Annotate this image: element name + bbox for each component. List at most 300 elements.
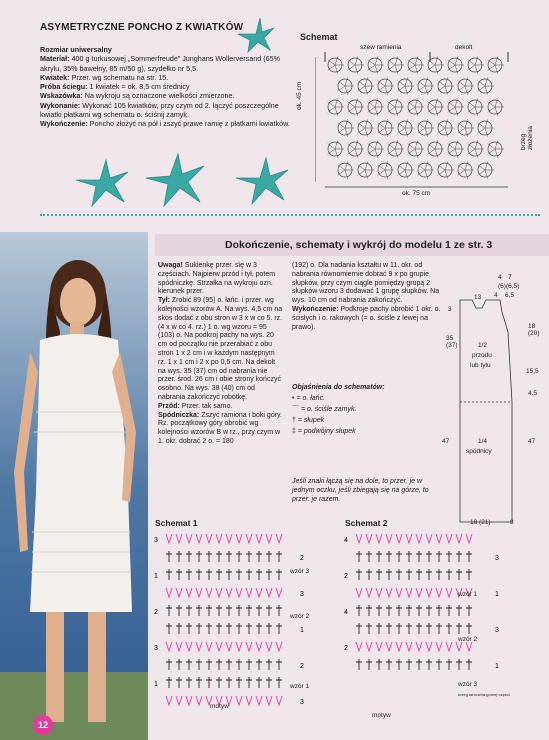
stitch-symbol bbox=[196, 677, 202, 688]
stitch-symbol bbox=[256, 569, 262, 580]
stitch-symbol bbox=[246, 569, 252, 580]
row-number: 1 bbox=[300, 627, 304, 634]
stitch-symbol bbox=[416, 623, 422, 634]
stitch-symbol bbox=[276, 642, 282, 651]
stitch-symbol bbox=[196, 623, 202, 634]
stitch-symbol bbox=[226, 623, 232, 634]
stitch-symbol bbox=[226, 642, 232, 651]
front-label-b: przodu bbox=[472, 352, 492, 359]
stitch-symbol bbox=[256, 588, 262, 597]
stitch-symbol bbox=[206, 588, 212, 597]
stitch-symbol bbox=[426, 605, 432, 616]
stitch-symbol bbox=[456, 534, 462, 543]
stitch-symbol bbox=[256, 659, 262, 670]
fold-label: brzeg złożenia bbox=[520, 126, 534, 150]
stitch-symbol bbox=[386, 623, 392, 634]
stitch-symbol bbox=[426, 642, 432, 651]
stitch-symbol bbox=[166, 659, 172, 670]
stitch-symbol bbox=[236, 642, 242, 651]
stitch-symbol bbox=[206, 605, 212, 616]
stitch-symbol bbox=[186, 534, 192, 543]
stitch-symbol bbox=[366, 588, 372, 597]
stitch-symbol bbox=[276, 677, 282, 688]
stitch-symbol bbox=[256, 696, 262, 705]
stitch-symbol bbox=[406, 534, 412, 543]
stitch-symbol bbox=[196, 696, 202, 705]
page-number: 12 bbox=[33, 715, 53, 735]
front-label-a: 1/2 bbox=[478, 342, 488, 349]
stitch-symbol bbox=[426, 659, 432, 670]
stitch-symbol bbox=[356, 588, 362, 597]
legend bbox=[292, 382, 442, 437]
stitch-symbol bbox=[436, 659, 442, 670]
stitch-symbol bbox=[366, 642, 372, 651]
row-number: 2 bbox=[300, 663, 304, 670]
stitch-symbol bbox=[456, 569, 462, 580]
stitch-symbol bbox=[246, 696, 252, 705]
stitch-symbol bbox=[276, 551, 282, 562]
stitch-symbol bbox=[236, 605, 242, 616]
stitch-symbol bbox=[186, 605, 192, 616]
stitch-symbol bbox=[276, 696, 282, 705]
stitch-symbol bbox=[436, 588, 442, 597]
row-number: 1 bbox=[495, 591, 499, 598]
stitch-symbol bbox=[236, 677, 242, 688]
stitch-symbol bbox=[456, 551, 462, 562]
section-divider bbox=[40, 214, 540, 216]
schemat-title: Schemat bbox=[300, 32, 338, 42]
stitch-symbol bbox=[176, 551, 182, 562]
stitch-symbol bbox=[206, 569, 212, 580]
stitch-symbol bbox=[446, 605, 452, 616]
poncho-title: ASYMETRYCZNE PONCHO Z KWIATKÓW bbox=[40, 22, 244, 33]
dim-top-a: 4 bbox=[498, 274, 502, 281]
stitch-symbol bbox=[236, 696, 242, 705]
note-text: Jeśli znaki łączą się na dole, to przer. je w jednym oczku, jeśli zbiegają się na górze, to przer. je razem. bbox=[292, 478, 429, 503]
stitch-symbol bbox=[186, 677, 192, 688]
sch1-motyw: motyw bbox=[210, 703, 229, 710]
row-number: 3 bbox=[495, 627, 499, 634]
stitch-symbol bbox=[226, 534, 232, 543]
stitch-symbol bbox=[406, 551, 412, 562]
stitch-symbol bbox=[426, 623, 432, 634]
stitch-symbol bbox=[416, 569, 422, 580]
section-title: Dokończenie, schematy i wykrój do modelu 1 ze str. 3 bbox=[225, 239, 493, 251]
schemat2-chart bbox=[340, 527, 515, 727]
row-number: 4 bbox=[344, 537, 348, 544]
stitch-symbol bbox=[196, 605, 202, 616]
sch1-wzor2: wzór 2 bbox=[290, 613, 310, 620]
flower-icon bbox=[236, 14, 276, 54]
stitch-symbol bbox=[366, 569, 372, 580]
legend-slip: ⌒ = o. ściśle zamyk. bbox=[292, 406, 357, 413]
stitch-symbol bbox=[176, 588, 182, 597]
stitch-symbol bbox=[446, 534, 452, 543]
stitch-symbol bbox=[396, 588, 402, 597]
stitch-symbol bbox=[426, 588, 432, 597]
stitch-symbol bbox=[376, 569, 382, 580]
stitch-symbol bbox=[396, 605, 402, 616]
stitch-symbol bbox=[176, 605, 182, 616]
stitch-symbol bbox=[406, 623, 412, 634]
stitch-symbol bbox=[276, 534, 282, 543]
dim-top-e: 6,5 bbox=[505, 292, 515, 299]
uwaga-label: Uwaga! bbox=[158, 262, 183, 269]
material-text: 400 g turkusowej „Sommerfreude” Junghans Wollerversand (65% akrylu, 35% bawełny, 85 m/50 g), szydełko nr 5,5. bbox=[40, 54, 280, 73]
tyl-text: Zrobić 89 (95) o. łańc. i przer. wg kolejności wzorów A. Na wys. 4,5 cm na skos dodać z obu stron w 3 x w co 5. rz. (4 x w co 4. rz.) 1 o. wg wzoru = 95 (103) o. Na podkroj pachy na wys. 20 cm od początku nie przerabiać z obu stron 1 x 2 cm i w każdym następnym rz. 1 x 1 cm i 2 x po 0,5 cm. Na dekolt na wys. 35 (37) cm od nabrania nie przer. środ. 26 cm i obie strony kończyć osobno. Na wys. 38 (40) cm od nabrania zakończyć robótkę. bbox=[158, 297, 283, 401]
dekolt-label: dekolt bbox=[455, 44, 473, 51]
stitch-symbol bbox=[396, 623, 402, 634]
stitch-symbol bbox=[246, 677, 252, 688]
schemat2-title: Schemat 2 bbox=[345, 518, 388, 528]
stitch-symbol bbox=[196, 551, 202, 562]
stitch-symbol bbox=[446, 569, 452, 580]
proba-label: Próba ściegu: bbox=[40, 82, 88, 92]
stitch-symbol bbox=[436, 642, 442, 651]
stitch-symbol bbox=[396, 659, 402, 670]
stitch-symbol bbox=[216, 605, 222, 616]
stitch-symbol bbox=[376, 588, 382, 597]
wykonczenie-label: Wykończenie: bbox=[40, 119, 88, 129]
stitch-symbol bbox=[396, 551, 402, 562]
dc-symbol-icon: † bbox=[292, 417, 296, 424]
schemat-frame bbox=[315, 52, 515, 192]
row-number: 2 bbox=[344, 645, 348, 652]
stitch-symbol bbox=[356, 659, 362, 670]
stitch-symbol bbox=[406, 605, 412, 616]
stitch-symbol bbox=[466, 623, 472, 634]
row-number: 1 bbox=[154, 681, 158, 688]
stitch-symbol bbox=[276, 623, 282, 634]
stitch-symbol bbox=[236, 659, 242, 670]
stitch-symbol bbox=[396, 642, 402, 651]
stitch-symbol bbox=[356, 551, 362, 562]
spod-label: Spódniczka: bbox=[158, 411, 200, 419]
schemat1-title: Schemat 1 bbox=[155, 518, 198, 528]
stitch-symbol bbox=[186, 696, 192, 705]
stitch-symbol bbox=[256, 677, 262, 688]
stitch-symbol bbox=[256, 551, 262, 562]
stitch-symbol bbox=[196, 534, 202, 543]
stitch-symbol bbox=[406, 569, 412, 580]
kwiatek-text: Przer. wg schematu na str. 15. bbox=[71, 72, 169, 82]
dim-47-left: 47 bbox=[442, 438, 450, 445]
stitch-symbol bbox=[356, 642, 362, 651]
stitch-symbol bbox=[176, 569, 182, 580]
stitch-symbol bbox=[386, 605, 392, 616]
stitch-symbol bbox=[206, 551, 212, 562]
stitch-symbol bbox=[216, 534, 222, 543]
stitch-symbol bbox=[226, 605, 232, 616]
stitch-symbol bbox=[266, 534, 272, 543]
stitch-symbol bbox=[446, 588, 452, 597]
stitch-symbol bbox=[396, 569, 402, 580]
przod-text: Przer. tak samo. bbox=[181, 402, 233, 410]
dim-bottom-b: 8 bbox=[510, 519, 514, 526]
stitch-symbol bbox=[216, 642, 222, 651]
sch1-wzor3: wzór 3 bbox=[290, 568, 310, 575]
stitch-symbol bbox=[356, 534, 362, 543]
dim-47-right: 47 bbox=[528, 438, 536, 445]
stitch-symbol bbox=[216, 551, 222, 562]
uwaga-text: Sukienkę przer. się w 3 częściach. Najpierw przód i tył, potem spódniczkę. Strzałka na wykroju ozn. kierunek przer. bbox=[158, 262, 276, 296]
stitch-symbol bbox=[206, 677, 212, 688]
spod-text: Zszyć ramiona i boki góry. Rz. początkowy góry obrobić wg kolejności wzorów B w rz., przy czym w 1. okr. dobrać 2 o. = 180 bbox=[158, 411, 282, 445]
stitch-symbol bbox=[466, 534, 472, 543]
row-number: 3 bbox=[154, 537, 158, 544]
tyl-label: Tył: bbox=[158, 297, 170, 305]
stitch-symbol bbox=[456, 642, 462, 651]
dim-3: 3 bbox=[448, 306, 452, 313]
stitch-symbol bbox=[366, 623, 372, 634]
stitch-symbol bbox=[166, 677, 172, 688]
stitch-symbol bbox=[166, 551, 172, 562]
stitch-symbol bbox=[226, 659, 232, 670]
stitch-symbol bbox=[356, 569, 362, 580]
stitch-symbol bbox=[176, 623, 182, 634]
stitch-symbol bbox=[186, 623, 192, 634]
size-label: Rozmiar uniwersalny bbox=[40, 45, 112, 54]
stitch-symbol bbox=[226, 588, 232, 597]
dress-instructions-col2 bbox=[292, 262, 442, 332]
stitch-symbol bbox=[166, 534, 172, 543]
stitch-symbol bbox=[226, 551, 232, 562]
skirt-label-a: 1/4 bbox=[478, 438, 488, 445]
stitch-symbol bbox=[386, 588, 392, 597]
stitch-symbol bbox=[166, 642, 172, 651]
stitch-symbol bbox=[436, 551, 442, 562]
wskazowka-label: Wskazówka: bbox=[40, 91, 83, 101]
stitch-symbol bbox=[366, 551, 372, 562]
stitch-symbol bbox=[256, 642, 262, 651]
stitch-symbol bbox=[206, 534, 212, 543]
stitch-symbol bbox=[406, 659, 412, 670]
stitch-symbol bbox=[236, 534, 242, 543]
dim-155: 15,5 bbox=[526, 368, 539, 375]
width-label: ok. 75 cm bbox=[402, 190, 431, 197]
stitch-symbol bbox=[166, 605, 172, 616]
stitch-symbol bbox=[446, 551, 452, 562]
poncho-body bbox=[40, 45, 290, 129]
row-number: 1 bbox=[154, 573, 158, 580]
wykonanie-text: Wykonać 105 kwiatków, przy czym od 2. łączyć poszczególne kwiatki płatkami wg schematu o. ściśnij zamyk. bbox=[40, 100, 279, 120]
wyk-label: Wykończenie: bbox=[292, 305, 339, 313]
stitch-symbol bbox=[366, 605, 372, 616]
stitch-symbol bbox=[266, 605, 272, 616]
model-photo bbox=[0, 232, 148, 740]
stitch-symbol bbox=[166, 588, 172, 597]
stitch-symbol bbox=[196, 642, 202, 651]
crochet-flowers-image bbox=[60, 150, 300, 210]
stitch-symbol bbox=[176, 677, 182, 688]
legend-chain: • = o. łańc. bbox=[292, 395, 326, 402]
stitch-symbol bbox=[166, 696, 172, 705]
stitch-symbol bbox=[406, 642, 412, 651]
stitch-symbol bbox=[376, 659, 382, 670]
stitch-symbol bbox=[266, 588, 272, 597]
stitch-symbol bbox=[206, 659, 212, 670]
dim-35: 35 (37) bbox=[446, 335, 458, 349]
height-label: ok. 45 cm bbox=[296, 81, 303, 110]
stitch-symbol bbox=[386, 534, 392, 543]
stitch-symbol bbox=[436, 605, 442, 616]
stitch-symbol bbox=[416, 588, 422, 597]
stitch-symbol bbox=[186, 588, 192, 597]
row-number: 2 bbox=[344, 573, 348, 580]
stitch-symbol bbox=[256, 534, 262, 543]
stitch-symbol bbox=[456, 605, 462, 616]
dim-top-c: (6)(6,5) bbox=[498, 283, 520, 290]
stitch-symbol bbox=[436, 569, 442, 580]
stitch-symbol bbox=[176, 659, 182, 670]
stitch-symbol bbox=[376, 605, 382, 616]
chain-symbol-icon: • bbox=[292, 395, 295, 402]
stitch-symbol bbox=[246, 623, 252, 634]
dim-18: 18 (20) bbox=[528, 323, 540, 337]
stitch-symbol bbox=[206, 623, 212, 634]
stitch-symbol bbox=[216, 677, 222, 688]
stitch-symbol bbox=[196, 659, 202, 670]
stitch-symbol bbox=[416, 551, 422, 562]
section-header bbox=[155, 234, 549, 256]
stitch-symbol bbox=[266, 677, 272, 688]
row-number: 4 bbox=[344, 609, 348, 616]
stitch-symbol bbox=[196, 588, 202, 597]
stitch-symbol bbox=[246, 659, 252, 670]
stitch-symbol bbox=[466, 569, 472, 580]
stitch-symbol bbox=[466, 642, 472, 651]
kwiatek-label: Kwiatek: bbox=[40, 72, 70, 82]
stitch-symbol bbox=[266, 623, 272, 634]
stitch-symbol bbox=[386, 642, 392, 651]
stitch-symbol bbox=[216, 623, 222, 634]
stitch-symbol bbox=[186, 659, 192, 670]
row-number: 3 bbox=[495, 555, 499, 562]
stitch-symbol bbox=[416, 605, 422, 616]
stitch-symbol bbox=[376, 623, 382, 634]
wskazowka-text: Na wykroju są oznaczone wielkości zmierzone. bbox=[84, 91, 235, 101]
stitch-symbol bbox=[446, 659, 452, 670]
stitch-symbol bbox=[446, 642, 452, 651]
stitch-symbol bbox=[176, 642, 182, 651]
dress-instructions-col1 bbox=[158, 262, 284, 447]
stitch-symbol bbox=[176, 534, 182, 543]
stitch-symbol bbox=[276, 605, 282, 616]
dim-bottom-a: 18 (21) bbox=[470, 519, 491, 526]
stitch-symbol bbox=[246, 605, 252, 616]
stitch-symbol bbox=[426, 569, 432, 580]
stitch-symbol bbox=[186, 642, 192, 651]
stitch-symbol bbox=[236, 551, 242, 562]
material-label: Materiał: bbox=[40, 54, 70, 64]
row-number: 2 bbox=[154, 609, 158, 616]
dim-45: 4,5 bbox=[528, 390, 538, 397]
stitch-symbol bbox=[266, 659, 272, 670]
legend-dc: † = słupek bbox=[292, 417, 325, 424]
dim-top-d: 4 bbox=[494, 292, 498, 299]
stitch-symbol bbox=[226, 569, 232, 580]
stitch-symbol bbox=[166, 569, 172, 580]
sch2-wzor3: wzór 3 bbox=[458, 681, 478, 688]
stitch-symbol bbox=[376, 534, 382, 543]
stitch-symbol bbox=[266, 551, 272, 562]
stitch-symbol bbox=[216, 588, 222, 597]
dim-top-b: 7 bbox=[508, 274, 512, 281]
stitch-symbol bbox=[386, 569, 392, 580]
stitch-symbol bbox=[276, 569, 282, 580]
tr-symbol-icon: ‡ bbox=[292, 428, 296, 435]
stitch-symbol bbox=[456, 623, 462, 634]
stitch-symbol bbox=[376, 551, 382, 562]
stitch-symbol bbox=[356, 605, 362, 616]
sch1-wzor1: wzór 1 bbox=[290, 683, 310, 690]
stitch-symbol bbox=[436, 623, 442, 634]
stitch-symbol bbox=[466, 659, 472, 670]
dim-13: 13 bbox=[474, 294, 482, 301]
stitch-symbol bbox=[426, 551, 432, 562]
stitch-symbol bbox=[236, 569, 242, 580]
stitch-symbol bbox=[246, 642, 252, 651]
sch2-wzor2: wzór 2 bbox=[458, 636, 478, 643]
stitch-symbol bbox=[446, 623, 452, 634]
stitch-symbol bbox=[376, 642, 382, 651]
stitch-symbol bbox=[166, 623, 172, 634]
stitch-symbol bbox=[256, 605, 262, 616]
stitch-symbol bbox=[436, 534, 442, 543]
stitch-symbol bbox=[226, 677, 232, 688]
stitch-symbol bbox=[236, 588, 242, 597]
col2-text1: (192) o. Dla nadania kształtu w 11. okr. od nabrania równomiernie dobrać 9 x po grupie słupków, przy czym ciągle pomiędzy grupą 2 słupków wzoru 3 dodawać 1 grupę słupków. Na wys. 10 cm od nabrania zakończyć. bbox=[292, 262, 440, 305]
stitch-symbol bbox=[266, 696, 272, 705]
stitch-symbol bbox=[356, 623, 362, 634]
stitch-symbol bbox=[246, 588, 252, 597]
stitch-symbol bbox=[216, 659, 222, 670]
stitch-symbol bbox=[466, 551, 472, 562]
stitch-symbol bbox=[456, 659, 462, 670]
stitch-symbol bbox=[256, 623, 262, 634]
stitch-symbol bbox=[366, 659, 372, 670]
sch2-wzor1: wzór 1 bbox=[458, 591, 478, 598]
stitch-symbol bbox=[416, 659, 422, 670]
stitch-symbol bbox=[236, 623, 242, 634]
stitch-symbol bbox=[276, 588, 282, 597]
stitch-symbol bbox=[186, 569, 192, 580]
proba-text: 1 kwiatek = ok. 8,5 cm średnicy bbox=[89, 82, 190, 92]
stitch-symbol bbox=[216, 569, 222, 580]
stitch-symbol bbox=[206, 642, 212, 651]
stitch-symbol bbox=[246, 534, 252, 543]
shoulder-label: szew ramienia bbox=[360, 44, 402, 51]
legend-title: Objaśnienia do schematów: bbox=[292, 384, 385, 391]
stitch-symbol bbox=[406, 588, 412, 597]
stitch-symbol bbox=[386, 551, 392, 562]
front-label-c: lub tyłu bbox=[470, 362, 491, 369]
sch2-motyw: motyw bbox=[372, 712, 391, 719]
skirt-label-b: spódnicy bbox=[466, 448, 492, 455]
stitch-symbol bbox=[276, 659, 282, 670]
stitch-symbol bbox=[416, 534, 422, 543]
row-number: 1 bbox=[495, 663, 499, 670]
row-number: 3 bbox=[300, 699, 304, 706]
stitch-symbol bbox=[246, 551, 252, 562]
stitch-symbol bbox=[416, 642, 422, 651]
row-number: 2 bbox=[300, 555, 304, 562]
row-number: 3 bbox=[154, 645, 158, 652]
sch2-bottom-note: brzeg łańcucha górnej części bbox=[458, 692, 510, 697]
pattern-diagram bbox=[442, 272, 547, 532]
stitch-symbol bbox=[266, 569, 272, 580]
legend-tr: ‡ = podwójny słupek bbox=[292, 428, 356, 435]
